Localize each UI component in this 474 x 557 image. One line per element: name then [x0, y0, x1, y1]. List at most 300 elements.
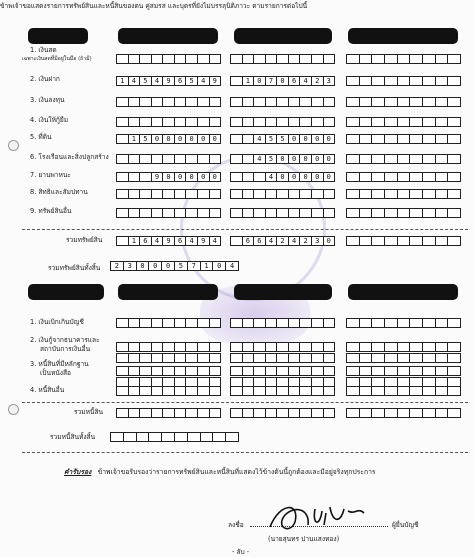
digit-cell[interactable]: [384, 408, 398, 418]
digit-cell[interactable]: 1: [200, 261, 214, 271]
digit-cell[interactable]: [435, 154, 449, 164]
digit-cell[interactable]: [209, 97, 222, 107]
digit-cell[interactable]: [409, 76, 423, 86]
digit-box-group[interactable]: [116, 54, 220, 64]
digit-cell[interactable]: [323, 97, 336, 107]
digit-cell[interactable]: [359, 97, 373, 107]
digit-cell[interactable]: [435, 189, 449, 199]
digit-cell[interactable]: [422, 408, 436, 418]
digit-cell[interactable]: [148, 432, 162, 442]
digit-cell[interactable]: [397, 408, 411, 418]
digit-cell[interactable]: [323, 54, 336, 64]
digit-box-group[interactable]: [230, 386, 334, 396]
digit-cell[interactable]: [422, 154, 436, 164]
digit-cell[interactable]: [422, 189, 436, 199]
digit-cell[interactable]: [409, 318, 423, 328]
digit-cell[interactable]: 4: [209, 236, 222, 246]
digit-cell[interactable]: [323, 208, 336, 218]
digit-cell[interactable]: [209, 342, 222, 352]
digit-cell[interactable]: 0: [323, 154, 336, 164]
digit-cell[interactable]: [371, 97, 385, 107]
digit-cell[interactable]: [209, 353, 222, 363]
digit-cell[interactable]: [397, 318, 411, 328]
digit-cell[interactable]: 0: [209, 134, 222, 144]
digit-cell[interactable]: 0: [288, 172, 301, 182]
digit-box-group[interactable]: [116, 386, 220, 396]
digit-cell[interactable]: 5: [276, 134, 289, 144]
digit-cell[interactable]: 0: [323, 134, 336, 144]
digit-cell[interactable]: 1: [116, 76, 129, 86]
digit-cell[interactable]: 1: [128, 236, 141, 246]
digit-cell[interactable]: [323, 353, 336, 363]
digit-cell[interactable]: [435, 318, 449, 328]
digit-box-group[interactable]: [230, 208, 334, 218]
digit-box-group[interactable]: [116, 318, 220, 328]
digit-cell[interactable]: [384, 353, 398, 363]
digit-cell[interactable]: [409, 154, 423, 164]
digit-cell[interactable]: [435, 117, 449, 127]
digit-cell[interactable]: [435, 408, 449, 418]
digit-box-group[interactable]: [230, 236, 334, 246]
digit-cell[interactable]: 4: [225, 261, 239, 271]
digit-box-group[interactable]: [346, 208, 460, 218]
digit-cell[interactable]: [435, 236, 449, 246]
digit-cell[interactable]: [422, 342, 436, 352]
digit-cell[interactable]: 4: [151, 236, 164, 246]
digit-cell[interactable]: 6: [174, 76, 187, 86]
digit-box-group[interactable]: [230, 366, 334, 376]
digit-cell[interactable]: [225, 432, 239, 442]
digit-cell[interactable]: [323, 318, 336, 328]
digit-cell[interactable]: [346, 208, 360, 218]
digit-box-group[interactable]: [346, 76, 460, 86]
digit-cell[interactable]: 5: [265, 154, 278, 164]
digit-cell[interactable]: [447, 117, 461, 127]
digit-cell[interactable]: 1: [128, 134, 141, 144]
digit-cell[interactable]: 0: [136, 261, 150, 271]
digit-cell[interactable]: 0: [148, 261, 162, 271]
digit-cell[interactable]: [371, 117, 385, 127]
digit-cell[interactable]: [409, 342, 423, 352]
digit-cell[interactable]: [200, 432, 214, 442]
digit-cell[interactable]: [346, 97, 360, 107]
digit-cell[interactable]: [447, 386, 461, 396]
digit-cell[interactable]: 3: [323, 76, 336, 86]
digit-cell[interactable]: [397, 172, 411, 182]
digit-cell[interactable]: [209, 318, 222, 328]
digit-cell[interactable]: 4: [128, 76, 141, 86]
digit-cell[interactable]: [323, 366, 336, 376]
digit-cell[interactable]: [323, 342, 336, 352]
digit-box-group[interactable]: [230, 76, 334, 86]
digit-cell[interactable]: 0: [185, 134, 198, 144]
digit-cell[interactable]: [346, 189, 360, 199]
digit-cell[interactable]: [209, 189, 222, 199]
digit-cell[interactable]: 5: [265, 134, 278, 144]
digit-cell[interactable]: [409, 172, 423, 182]
digit-box-group[interactable]: [346, 353, 460, 363]
digit-cell[interactable]: [435, 353, 449, 363]
digit-box-group[interactable]: [116, 366, 220, 376]
digit-cell[interactable]: [346, 366, 360, 376]
digit-cell[interactable]: [397, 386, 411, 396]
digit-cell[interactable]: 0: [276, 172, 289, 182]
digit-box-group[interactable]: [230, 154, 334, 164]
digit-cell[interactable]: 4: [185, 236, 198, 246]
digit-cell[interactable]: [384, 386, 398, 396]
digit-cell[interactable]: 3: [123, 261, 137, 271]
digit-cell[interactable]: [447, 154, 461, 164]
digit-cell[interactable]: [422, 208, 436, 218]
digit-cell[interactable]: 9: [209, 76, 222, 86]
digit-cell[interactable]: 0: [151, 134, 164, 144]
digit-cell[interactable]: [422, 97, 436, 107]
digit-cell[interactable]: [346, 76, 360, 86]
digit-cell[interactable]: 9: [151, 172, 164, 182]
digit-cell[interactable]: 0: [323, 172, 336, 182]
digit-cell[interactable]: 2: [299, 236, 312, 246]
digit-cell[interactable]: 5: [139, 134, 152, 144]
digit-cell[interactable]: 6: [139, 236, 152, 246]
digit-cell[interactable]: [359, 189, 373, 199]
digit-cell[interactable]: [435, 366, 449, 376]
digit-box-group[interactable]: [230, 172, 334, 182]
digit-cell[interactable]: [435, 76, 449, 86]
digit-cell[interactable]: [397, 134, 411, 144]
digit-cell[interactable]: [110, 432, 124, 442]
digit-cell[interactable]: [136, 432, 150, 442]
digit-cell[interactable]: [422, 134, 436, 144]
digit-cell[interactable]: [371, 54, 385, 64]
digit-cell[interactable]: [397, 366, 411, 376]
digit-cell[interactable]: 6: [288, 76, 301, 86]
digit-cell[interactable]: [346, 353, 360, 363]
digit-box-group[interactable]: [230, 318, 334, 328]
digit-cell[interactable]: 0: [276, 154, 289, 164]
digit-cell[interactable]: [397, 189, 411, 199]
digit-cell[interactable]: 0: [197, 134, 210, 144]
digit-cell[interactable]: [371, 154, 385, 164]
digit-cell[interactable]: [346, 172, 360, 182]
digit-cell[interactable]: [359, 342, 373, 352]
digit-cell[interactable]: 4: [265, 172, 278, 182]
digit-cell[interactable]: [323, 189, 336, 199]
digit-box-group[interactable]: [346, 154, 460, 164]
digit-cell[interactable]: [371, 386, 385, 396]
digit-cell[interactable]: [384, 134, 398, 144]
digit-cell[interactable]: 0: [299, 154, 312, 164]
digit-cell[interactable]: [359, 408, 373, 418]
digit-cell[interactable]: [435, 134, 449, 144]
digit-box-group[interactable]: [346, 117, 460, 127]
digit-cell[interactable]: 5: [139, 76, 152, 86]
digit-cell[interactable]: 4: [253, 154, 266, 164]
digit-cell[interactable]: [422, 236, 436, 246]
digit-cell[interactable]: 7: [187, 261, 201, 271]
digit-cell[interactable]: [397, 97, 411, 107]
digit-cell[interactable]: [371, 208, 385, 218]
digit-cell[interactable]: 6: [242, 236, 255, 246]
digit-cell[interactable]: [359, 117, 373, 127]
digit-box-group[interactable]: [116, 76, 220, 86]
digit-cell[interactable]: [212, 432, 226, 442]
digit-box-group[interactable]: [116, 353, 220, 363]
digit-cell[interactable]: [447, 208, 461, 218]
digit-cell[interactable]: [422, 117, 436, 127]
digit-cell[interactable]: [435, 342, 449, 352]
digit-cell[interactable]: [409, 97, 423, 107]
digit-cell[interactable]: 0: [162, 172, 175, 182]
digit-cell[interactable]: [323, 386, 336, 396]
digit-cell[interactable]: [359, 172, 373, 182]
digit-cell[interactable]: [346, 236, 360, 246]
digit-cell[interactable]: [397, 236, 411, 246]
digit-cell[interactable]: [359, 208, 373, 218]
digit-cell[interactable]: [384, 117, 398, 127]
digit-cell[interactable]: [359, 386, 373, 396]
digit-cell[interactable]: 0: [323, 236, 336, 246]
digit-cell[interactable]: 0: [209, 172, 222, 182]
digit-cell[interactable]: [384, 154, 398, 164]
digit-cell[interactable]: [371, 76, 385, 86]
digit-box-group[interactable]: [230, 408, 334, 418]
digit-cell[interactable]: [384, 318, 398, 328]
digit-cell[interactable]: 5: [185, 76, 198, 86]
digit-cell[interactable]: 4: [151, 76, 164, 86]
digit-cell[interactable]: [409, 208, 423, 218]
digit-cell[interactable]: 4: [288, 236, 301, 246]
digit-cell[interactable]: [384, 54, 398, 64]
digit-box-group[interactable]: [346, 366, 460, 376]
digit-box-group[interactable]: [116, 208, 220, 218]
digit-cell[interactable]: [397, 117, 411, 127]
digit-cell[interactable]: [422, 172, 436, 182]
digit-cell[interactable]: [422, 366, 436, 376]
digit-box-group[interactable]: [346, 236, 460, 246]
digit-cell[interactable]: 0: [276, 76, 289, 86]
digit-cell[interactable]: [371, 189, 385, 199]
digit-cell[interactable]: [371, 172, 385, 182]
digit-cell[interactable]: [371, 236, 385, 246]
digit-cell[interactable]: [409, 117, 423, 127]
digit-cell[interactable]: [409, 366, 423, 376]
digit-cell[interactable]: 0: [174, 134, 187, 144]
digit-cell[interactable]: [384, 189, 398, 199]
digit-box-group[interactable]: [116, 117, 220, 127]
digit-cell[interactable]: 0: [299, 134, 312, 144]
digit-cell[interactable]: [209, 386, 222, 396]
digit-cell[interactable]: [422, 318, 436, 328]
digit-cell[interactable]: 4: [265, 236, 278, 246]
digit-cell[interactable]: [435, 386, 449, 396]
digit-box-group[interactable]: [116, 154, 220, 164]
digit-box-group[interactable]: [346, 408, 460, 418]
digit-cell[interactable]: [346, 154, 360, 164]
digit-cell[interactable]: [161, 432, 175, 442]
digit-cell[interactable]: [447, 97, 461, 107]
digit-cell[interactable]: [371, 342, 385, 352]
digit-cell[interactable]: 6: [253, 236, 266, 246]
digit-cell[interactable]: [359, 134, 373, 144]
digit-cell[interactable]: [384, 172, 398, 182]
digit-cell[interactable]: [359, 76, 373, 86]
digit-cell[interactable]: 6: [174, 236, 187, 246]
digit-box-group[interactable]: [346, 342, 460, 352]
digit-cell[interactable]: [435, 97, 449, 107]
digit-cell[interactable]: [209, 366, 222, 376]
digit-cell[interactable]: 0: [311, 172, 324, 182]
digit-cell[interactable]: 3: [311, 236, 324, 246]
digit-cell[interactable]: [447, 54, 461, 64]
digit-cell[interactable]: [346, 54, 360, 64]
digit-cell[interactable]: [346, 386, 360, 396]
digit-cell[interactable]: [209, 54, 222, 64]
digit-box-group[interactable]: [110, 261, 238, 271]
digit-cell[interactable]: 0: [212, 261, 226, 271]
digit-cell[interactable]: [447, 134, 461, 144]
digit-box-group[interactable]: [230, 117, 334, 127]
digit-cell[interactable]: 2: [311, 76, 324, 86]
digit-cell[interactable]: [409, 236, 423, 246]
digit-cell[interactable]: [447, 172, 461, 182]
digit-cell[interactable]: 0: [311, 154, 324, 164]
digit-cell[interactable]: [422, 386, 436, 396]
digit-cell[interactable]: [359, 154, 373, 164]
digit-cell[interactable]: 5: [174, 261, 188, 271]
digit-cell[interactable]: [371, 408, 385, 418]
digit-cell[interactable]: [323, 408, 336, 418]
digit-cell[interactable]: [346, 134, 360, 144]
digit-box-group[interactable]: [230, 134, 334, 144]
digit-cell[interactable]: [359, 236, 373, 246]
digit-cell[interactable]: 0: [299, 172, 312, 182]
digit-cell[interactable]: 0: [288, 154, 301, 164]
digit-cell[interactable]: [346, 318, 360, 328]
digit-cell[interactable]: [209, 117, 222, 127]
digit-cell[interactable]: [371, 318, 385, 328]
digit-box-group[interactable]: [116, 342, 220, 352]
digit-box-group[interactable]: [230, 189, 334, 199]
digit-cell[interactable]: 2: [110, 261, 124, 271]
digit-cell[interactable]: [359, 366, 373, 376]
digit-cell[interactable]: [209, 154, 222, 164]
digit-box-group[interactable]: [116, 134, 220, 144]
digit-cell[interactable]: [409, 386, 423, 396]
digit-cell[interactable]: [435, 208, 449, 218]
digit-cell[interactable]: [397, 154, 411, 164]
digit-cell[interactable]: [435, 54, 449, 64]
digit-cell[interactable]: [397, 353, 411, 363]
digit-box-group[interactable]: [116, 189, 220, 199]
digit-cell[interactable]: [209, 408, 222, 418]
digit-cell[interactable]: [397, 76, 411, 86]
digit-cell[interactable]: [187, 432, 201, 442]
digit-box-group[interactable]: [346, 97, 460, 107]
digit-box-group[interactable]: [230, 342, 334, 352]
digit-cell[interactable]: [323, 117, 336, 127]
digit-cell[interactable]: 0: [174, 172, 187, 182]
digit-box-group[interactable]: [230, 97, 334, 107]
digit-box-group[interactable]: [346, 386, 460, 396]
digit-cell[interactable]: [397, 208, 411, 218]
digit-cell[interactable]: [384, 208, 398, 218]
digit-cell[interactable]: 4: [253, 134, 266, 144]
digit-cell[interactable]: [409, 353, 423, 363]
digit-box-group[interactable]: [110, 432, 238, 442]
digit-cell[interactable]: 2: [276, 236, 289, 246]
digit-cell[interactable]: [174, 432, 188, 442]
digit-cell[interactable]: [409, 54, 423, 64]
digit-cell[interactable]: [384, 76, 398, 86]
digit-cell[interactable]: [447, 342, 461, 352]
digit-cell[interactable]: [359, 318, 373, 328]
digit-cell[interactable]: [359, 54, 373, 64]
digit-cell[interactable]: 0: [161, 261, 175, 271]
digit-box-group[interactable]: [346, 54, 460, 64]
digit-cell[interactable]: 0: [197, 172, 210, 182]
digit-cell[interactable]: [346, 408, 360, 418]
digit-cell[interactable]: 7: [265, 76, 278, 86]
digit-cell[interactable]: [371, 366, 385, 376]
digit-cell[interactable]: 9: [162, 236, 175, 246]
digit-cell[interactable]: [422, 76, 436, 86]
digit-box-group[interactable]: [346, 172, 460, 182]
digit-box-group[interactable]: [346, 189, 460, 199]
digit-cell[interactable]: [447, 353, 461, 363]
digit-cell[interactable]: [447, 318, 461, 328]
digit-cell[interactable]: [209, 208, 222, 218]
digit-cell[interactable]: [384, 366, 398, 376]
digit-cell[interactable]: [384, 97, 398, 107]
digit-cell[interactable]: 9: [162, 76, 175, 86]
digit-cell[interactable]: [447, 236, 461, 246]
digit-cell[interactable]: [346, 342, 360, 352]
digit-cell[interactable]: [409, 189, 423, 199]
digit-cell[interactable]: [435, 172, 449, 182]
digit-cell[interactable]: 4: [299, 76, 312, 86]
digit-cell[interactable]: [371, 134, 385, 144]
digit-cell[interactable]: [384, 342, 398, 352]
digit-cell[interactable]: 0: [162, 134, 175, 144]
digit-box-group[interactable]: [116, 236, 220, 246]
digit-cell[interactable]: [397, 342, 411, 352]
digit-box-group[interactable]: [346, 134, 460, 144]
digit-cell[interactable]: 0: [185, 172, 198, 182]
digit-cell[interactable]: [397, 54, 411, 64]
digit-cell[interactable]: [359, 353, 373, 363]
digit-cell[interactable]: [447, 189, 461, 199]
digit-box-group[interactable]: [116, 408, 220, 418]
digit-cell[interactable]: [422, 353, 436, 363]
digit-cell[interactable]: [384, 236, 398, 246]
digit-cell[interactable]: 0: [311, 134, 324, 144]
digit-cell[interactable]: [371, 353, 385, 363]
digit-box-group[interactable]: [116, 172, 220, 182]
digit-cell[interactable]: 9: [197, 236, 210, 246]
digit-cell[interactable]: [409, 408, 423, 418]
digit-cell[interactable]: 1: [242, 76, 255, 86]
digit-cell[interactable]: 0: [253, 76, 266, 86]
digit-box-group[interactable]: [116, 97, 220, 107]
digit-cell[interactable]: [447, 366, 461, 376]
digit-box-group[interactable]: [346, 318, 460, 328]
digit-cell[interactable]: 0: [288, 134, 301, 144]
digit-cell[interactable]: [447, 76, 461, 86]
digit-cell[interactable]: [422, 54, 436, 64]
digit-cell[interactable]: [346, 117, 360, 127]
digit-box-group[interactable]: [230, 54, 334, 64]
digit-cell[interactable]: [123, 432, 137, 442]
